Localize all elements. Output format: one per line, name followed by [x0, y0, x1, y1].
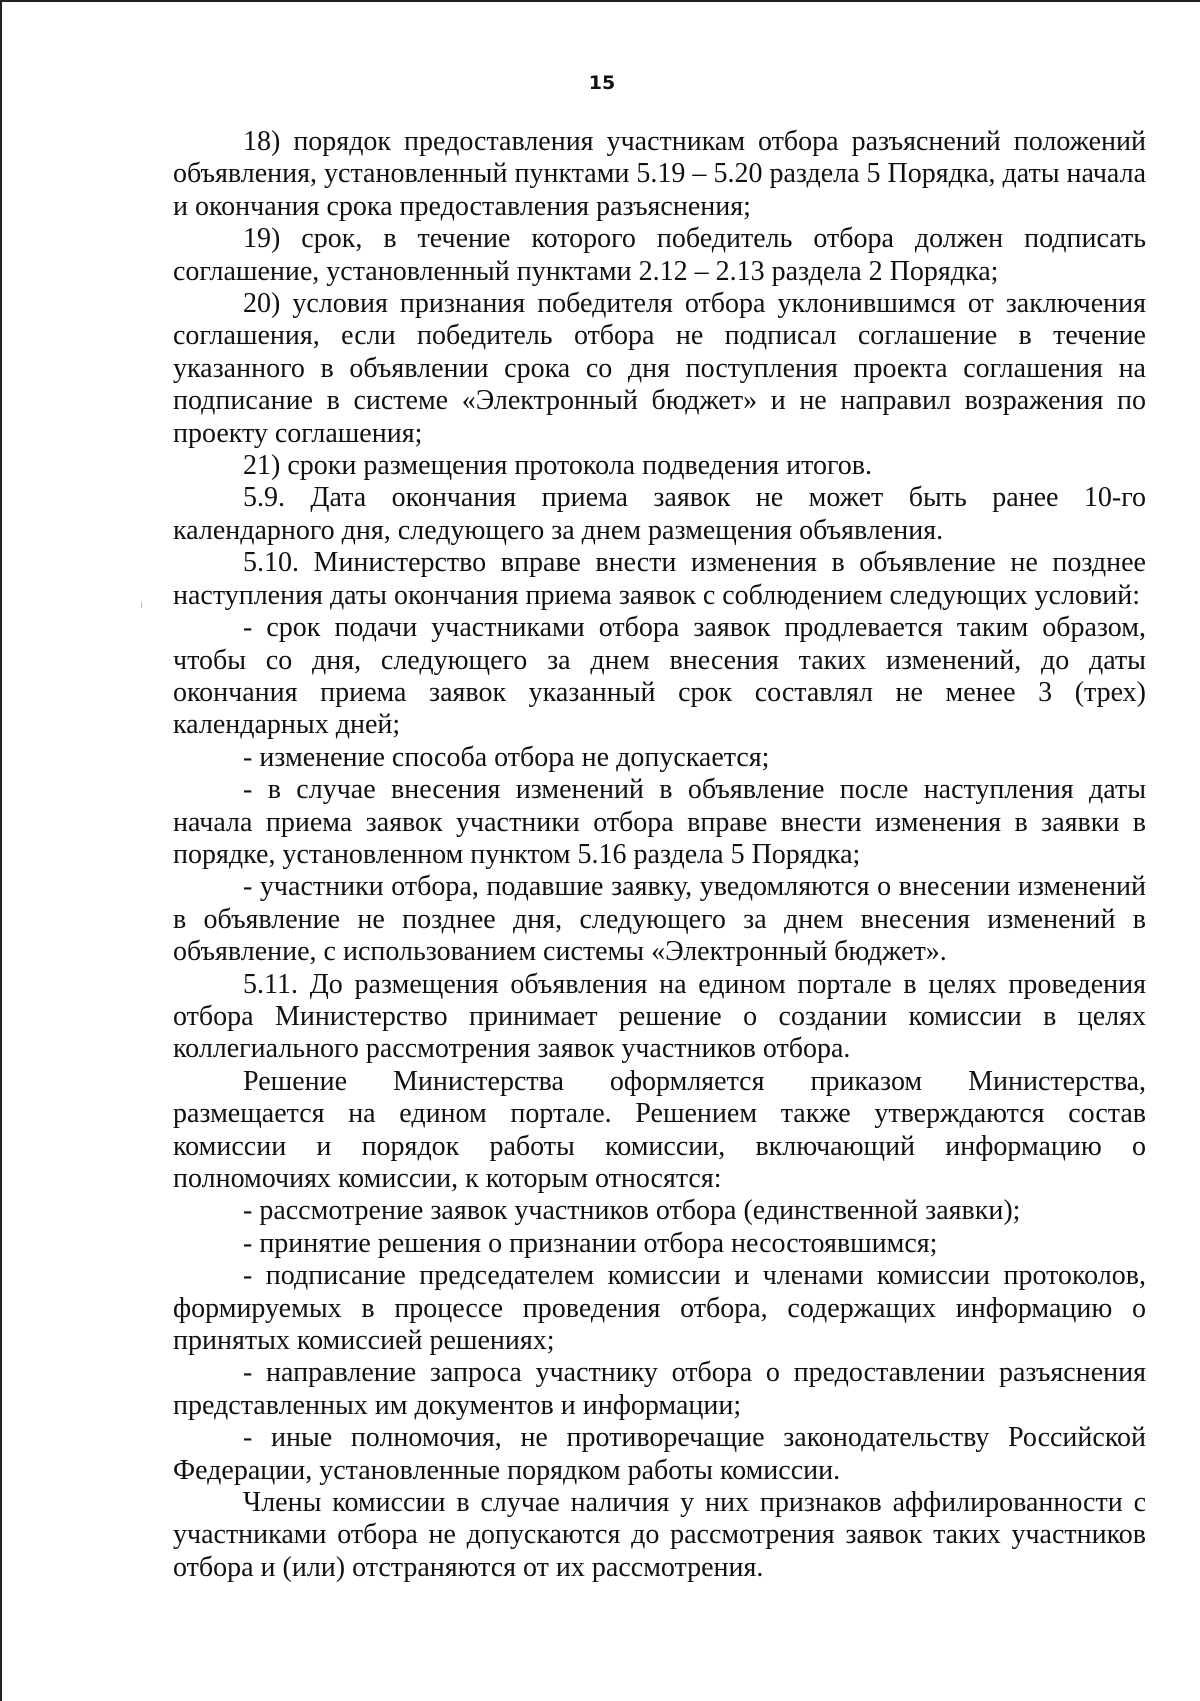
paragraph-power-signing: - подписание председателем комиссии и членами комиссии протоколов, формируемых в процессе проведения отбора, содержащих информацию о принятых комиссией решениях;: [173, 1260, 1146, 1357]
paragraph-item-20: 20) условия признания победителя отбора уклонившимся от заключения соглашения, если победитель отбора не подписал соглашение в течение указанного в объявлении срока со дня поступления проекта соглашения на подписание в системе «Электронный бюджет» и не направил возражения по проекту соглашения;: [173, 288, 1146, 449]
paragraph-clause-5-9: 5.9. Дата окончания приема заявок не может быть ранее 10-го календарного дня, следующего за днем размещения объявления.: [173, 482, 1146, 546]
document-body: [173, 126, 1146, 1584]
paragraph-affiliation: Члены комиссии в случае наличия у них признаков аффилированности с участниками отбора не допускаются до рассмотрения заявок таких участников отбора и (или) отстраняются от их рассмотрения.: [173, 1487, 1146, 1583]
paragraph-clause-5-11: 5.11. До размещения объявления на едином портале в целях проведения отбора Министерство принимает решение о создании комиссии в целях коллегиального рассмотрения заявок участников отбора.: [173, 968, 1146, 1065]
page-number: 15: [588, 72, 616, 94]
paragraph-item-19: 19) срок, в течение которого победитель отбора должен подписать соглашение, установленный пунктами 2.12 – 2.13 раздела 2 Порядка;: [173, 223, 1146, 287]
paragraph-power-review: - рассмотрение заявок участников отбора (единственной заявки);: [243, 1195, 1021, 1227]
paragraph-item-21: 21) сроки размещения протокола подведения итогов.: [243, 450, 873, 482]
paragraph-power-request: - направление запроса участнику отбора о предоставлении разъяснения представленных им документов и информации;: [173, 1357, 1146, 1421]
paragraph-condition-changes: - в случае внесения изменений в объявление после наступления даты начала приема заявок участники отбора вправе внести изменения в заявки в порядке, установленном пунктом 5.16 раздела 5 Порядка;: [173, 774, 1146, 870]
paragraph-clause-5-10: 5.10. Министерство вправе внести изменения в объявление не позднее наступления даты окончания приема заявок с соблюдением следующих условий:: [173, 547, 1146, 611]
paragraph-condition-deadline: - срок подачи участниками отбора заявок продлевается таким образом, чтобы со дня, следующего за днем внесения таких изменений, до даты окончания приема заявок указанный срок составлял не менее 3 (трех) календарных дней;: [173, 612, 1146, 741]
paragraph-item-18: 18) порядок предоставления участникам отбора разъяснений положений объявления, установленный пунктами 5.19 – 5.20 раздела 5 Порядка, даты начала и окончания срока предоставления разъяснения;: [173, 126, 1146, 222]
paragraph-power-failed: - принятие решения о признании отбора несостоявшимся;: [243, 1227, 938, 1259]
paragraph-condition-method: - изменение способа отбора не допускается;: [243, 741, 770, 773]
paragraph-decision: Решение Министерства оформляется приказом Министерства, размещается на едином портале. Решением также утверждаются состав комиссии и порядок работы комиссии, включающий информацию о полномочиях комиссии, к которым относятся:: [173, 1065, 1146, 1194]
margin-mark: [141, 602, 142, 608]
paragraph-power-other: - иные полномочия, не противоречащие законодательству Российской Федерации, установленные порядком работы комиссии.: [173, 1422, 1146, 1486]
paragraph-condition-notification: - участники отбора, подавшие заявку, уведомляются о внесении изменений в объявление не позднее дня, следующего за днем внесения изменений в объявление, с использованием системы «Электронный бюджет».: [173, 871, 1146, 968]
